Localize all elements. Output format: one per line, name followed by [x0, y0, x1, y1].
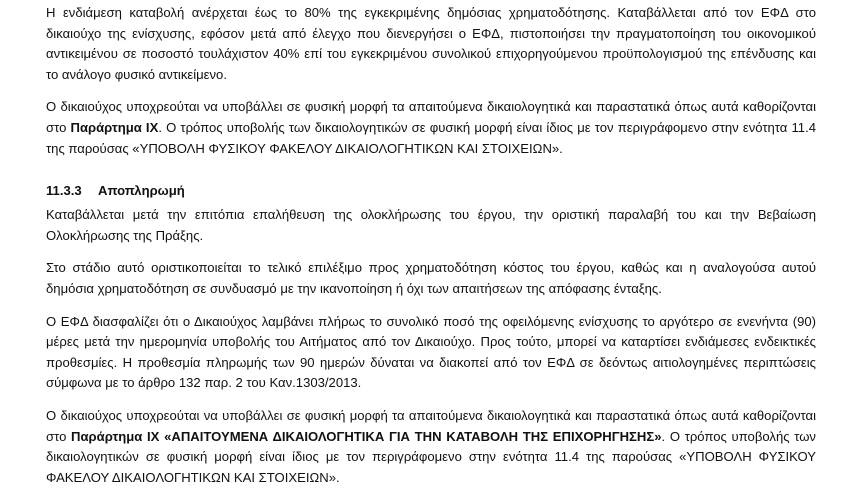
final-documents-text-start: Ο δικαιούχος υποχρεούται να υποβάλλει σε φυσική μορφή τα απαιτούμενα δικαιολογητικά και παραστατικά όπως αυτά καθορίζονται στο: [46, 407, 816, 444]
final-payment-paragraph: Καταβάλλεται μετά την επιτόπια επαλήθευση της ολοκλήρωσης του έργου, την οριστική παραλαβή του και την Βεβαίωση Ολοκλήρωσης της Πράξης.: [46, 207, 816, 243]
document-page: [46, 3, 816, 500]
section-number: 11.3.3: [46, 183, 82, 199]
annex-ix-full-reference: Παράρτημα IX «ΑΠΑΙΤΟΥΜΕΝΑ ΔΙΚΑΙΟΛΟΓΗΤΙΚΑ ΓΙΑ ΤΗΝ ΚΑΤΑΒΟΛΗ ΤΗΣ ΕΠΙΧΟΡΗΓΗΣΗΣ»: [71, 428, 662, 444]
final-documents-text-end: . Ο τρόπος υποβολής των δικαιολογητικών σε φυσική μορφή είναι ίδιος με τον περιγράφομενο στην ενότητα 11.4 της παρούσας «ΥΠΟΒΟΛΗ ΦΥΣΙΚΟΥ ΦΑΚΕΛΟΥ ΔΙΚΑΙΟΛΟΓΗΤΙΚΩΝ ΚΑΙ ΣΤΟΙΧΕΙΩΝ».: [46, 428, 816, 485]
payment-deadline-paragraph: Ο ΕΦΔ διασφαλίζει ότι ο Δικαιούχος λαμβάνει πλήρως το συνολικό ποσό της οφειλόμενης ενίσχυσης το αργότερο σε ενενήντα (90) μέρες μετά την ημερομηνία υποβολής του Αιτήματος από τον Δικαιούχο. Προς τούτο, μπορεί να καταρτίσει ενδιάμεσες ενδεικτικές προθεσμίες. Η προθεσμία πληρωμής των 90 ημερών δύναται να διακοπεί από τον ΕΦΔ σε δεόντως αιτιολογημένες περιπτώσεις σύμφωνα με το άρθρο 132 παρ. 2 του Καν.1303/2013.: [46, 313, 816, 391]
eligible-cost-paragraph: Στο στάδιο αυτό οριστικοποιείται το τελικό επιλέξιμο προς χρηματοδότηση κόστος του έργου, καθώς και η αναλογούσα αυτού δημόσια χρηματοδότηση σε συνδυασμό με την ικανοποίηση ή όχι των απαιτήσεων της απόφασης ένταξης.: [46, 260, 816, 296]
interim-payment-paragraph: Η ενδιάμεση καταβολή ανέρχεται έως το 80% της εγκεκριμένης δημόσιας χρηματοδότησης. Καταβάλλεται από τον ΕΦΔ στο δικαιούχο της ενίσχυσης, εφόσον μετά από έλεγχο που διενεργήσει ο ΕΦΔ, πιστοποιήσει την πραγματοποίηση του οικονομικού αντικειμένου σε ποσοστό τουλάχιστον 40% επί του εγκεκριμένου συνολικού επιχορηγούμενου προϋπολογισμού της επένδυσης και το ανάλογο φυσικό αντικείμενο.: [46, 5, 816, 82]
annex-ix-reference: Παράρτημα IX: [70, 119, 159, 135]
interim-documents-text-start: Ο δικαιούχος υποχρεούται να υποβάλλει σε φυσική μορφή τα απαιτούμενα δικαιολογητικά και παραστατικά όπως αυτά καθορίζονται στο: [46, 99, 816, 135]
section-title: Αποπληρωμή: [98, 183, 185, 199]
section-heading: [46, 181, 816, 201]
interim-documents-paragraph: [46, 97, 816, 159]
interim-documents-text-end: . Ο τρόπος υποβολής των δικαιολογητικών σε φυσική μορφή είναι ίδιος με τον περιγράφομενο στην ενότητα 11.4 της παρούσας «ΥΠΟΒΟΛΗ ΦΥΣΙΚΟΥ ΦΑΚΕΛΟΥ ΔΙΚΑΙΟΛΟΓΗΤΙΚΩΝ ΚΑΙ ΣΤΟΙΧΕΙΩΝ».: [46, 119, 816, 156]
